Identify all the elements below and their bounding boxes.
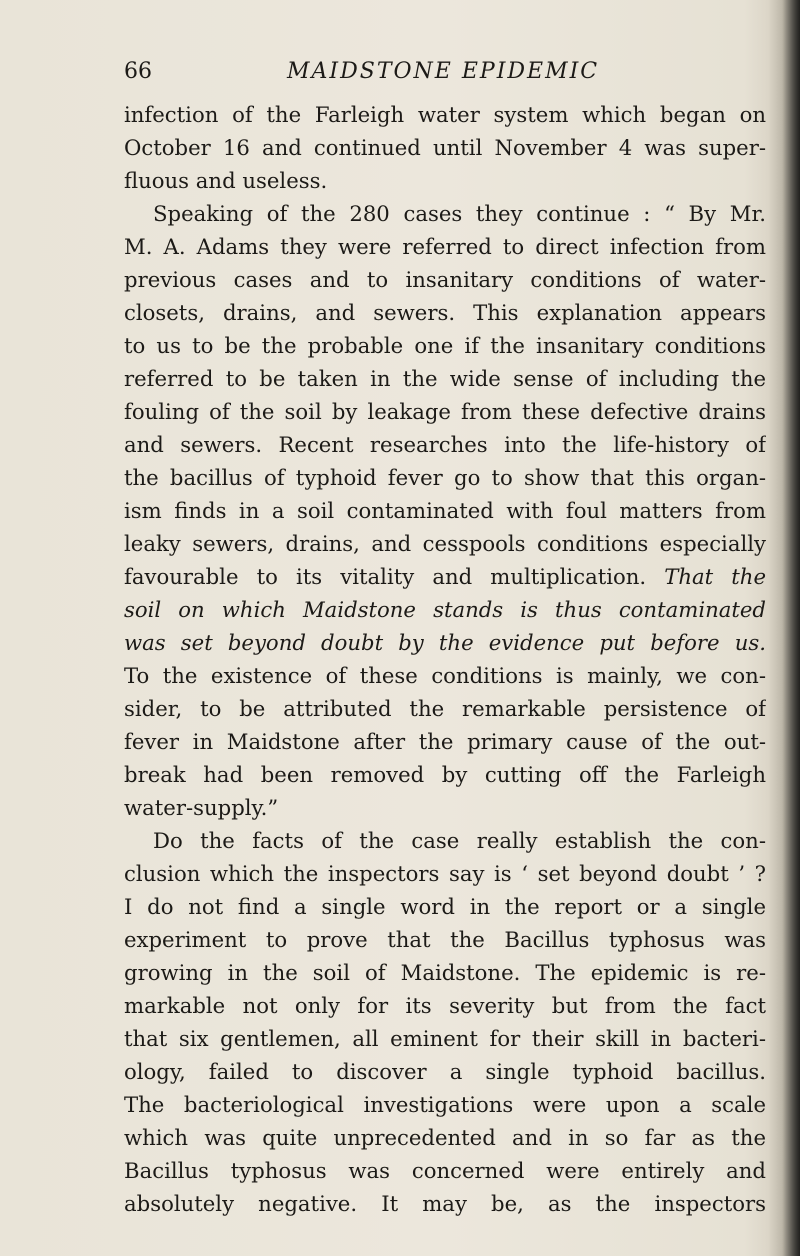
text-line-mixed <box>124 560 766 593</box>
text-line: ism finds in a soil contaminated with foul matters from <box>124 498 766 523</box>
text-line: the bacillus of typhoid fever go to show that this organ- <box>124 465 766 490</box>
body-text <box>124 98 766 1220</box>
text-line: absolutely negative. It may be, as the inspectors <box>124 1191 766 1216</box>
page-header <box>124 56 764 88</box>
italic-fragment: That the <box>664 564 766 589</box>
text-line: growing in the soil of Maidstone. The epidemic is re- <box>124 960 766 985</box>
text-fragment: favourable to its vitality and multiplication. <box>124 564 665 589</box>
text-line: ology, failed to discover a single typhoid bacillus. <box>124 1059 766 1084</box>
italic-text-line: soil on which Maidstone stands is thus contaminated <box>124 597 766 622</box>
text-line: The bacteriological investigations were upon a scale <box>124 1092 766 1117</box>
text-line: Speaking of the 280 cases they continue : “ By Mr. <box>153 201 766 226</box>
text-line: sider, to be attributed the remarkable persistence of <box>124 696 766 721</box>
text-line: and sewers. Recent researches into the life-history of <box>124 432 766 457</box>
text-line: clusion which the inspectors say is ‘ set beyond doubt ’ ? <box>124 861 766 886</box>
text-line: To the existence of these conditions is mainly, we con- <box>124 663 766 688</box>
text-line: fluous and useless. <box>124 168 328 193</box>
text-line: Do the facts of the case really establish the con- <box>153 828 766 853</box>
text-line: infection of the Farleigh water system which began on <box>124 102 766 127</box>
italic-text-line: was set beyond doubt by the evidence put before us. <box>124 630 766 655</box>
text-line: to us to be the probable one if the insanitary conditions <box>124 333 766 358</box>
text-line: closets, drains, and sewers. This explanation appears <box>124 300 766 325</box>
text-line: Bacillus typhosus was concerned were entirely and <box>124 1158 766 1183</box>
text-line: which was quite unprecedented and in so far as the <box>124 1125 766 1150</box>
text-line: break had been removed by cutting off the Farleigh <box>124 762 766 787</box>
text-line: that six gentlemen, all eminent for their skill in bacteri- <box>124 1026 766 1051</box>
text-line: leaky sewers, drains, and cesspools conditions especially <box>124 531 766 556</box>
text-line: I do not find a single word in the report or a single <box>124 894 766 919</box>
text-line: M. A. Adams they were referred to direct infection from <box>124 234 766 259</box>
text-line: referred to be taken in the wide sense of including the <box>124 366 766 391</box>
running-title: MAIDSTONE EPIDEMIC <box>287 59 600 84</box>
text-line: water-supply.” <box>124 795 279 820</box>
page-edge-shadow <box>782 0 800 1256</box>
text-line: previous cases and to insanitary conditions of water- <box>124 267 766 292</box>
text-line: experiment to prove that the Bacillus typhosus was <box>124 927 766 952</box>
text-line: October 16 and continued until November 4 was super- <box>124 135 766 160</box>
text-line: fouling of the soil by leakage from these defective drains <box>124 399 766 424</box>
text-line: markable not only for its severity but from the fact <box>124 993 766 1018</box>
text-line: fever in Maidstone after the primary cause of the out- <box>124 729 766 754</box>
page-number: 66 <box>124 59 152 84</box>
